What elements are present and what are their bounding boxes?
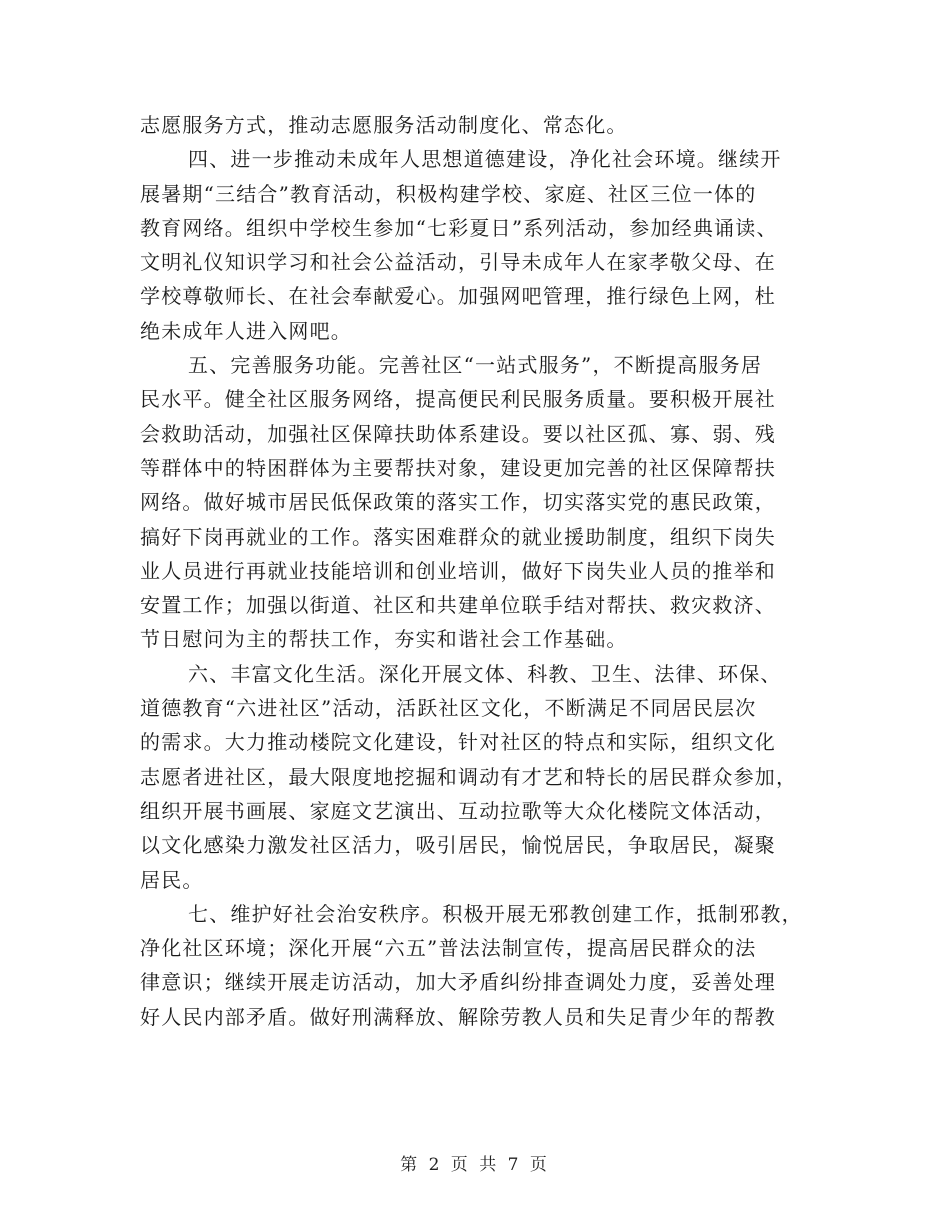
paragraph-first-line: 六、丰富文化生活。深化开展文体、科教、卫生、法律、环保、 xyxy=(188,661,782,686)
paragraph-first-line: 四、进一步推动未成年人思想道德建设，净化社会环境。继续开 xyxy=(188,147,782,172)
paragraph-first-line: 五、完善服务功能。完善社区“一站式服务”，不断提高服务居 xyxy=(188,353,763,378)
text-line: 展暑期“三结合”教育活动，积极构建学校、家庭、社区三位一体的 xyxy=(140,181,757,206)
text-line: 好人民内部矛盾。做好刑满释放、解除劳教人员和失足青少年的帮教 xyxy=(140,1004,776,1029)
text-line: 等群体中的特困群体为主要帮扶对象，建设更加完善的社区保障帮扶 xyxy=(140,455,776,480)
text-line: 网络。做好城市居民低保政策的落实工作，切实落实党的惠民政策， xyxy=(140,490,776,515)
text-line: 道德教育“六进社区”活动，活跃社区文化，不断满足不同居民层次 xyxy=(140,696,757,721)
text-line: 净化社区环境；深化开展“六五”普法法制宣传，提高居民群众的法 xyxy=(140,936,757,961)
text-line: 业人员进行再就业技能培训和创业培训，做好下岗失业人员的推举和 xyxy=(140,558,776,583)
paragraph-first-line: 七、维护好社会治安秩序。积极开展无邪教创建工作，抵制邪教， xyxy=(188,901,803,926)
text-line: 的需求。大力推动楼院文化建设，针对社区的特点和实际，组织文化 xyxy=(140,730,776,755)
text-line: 文明礼仪知识学习和社会公益活动，引导未成年人在家孝敬父母、在 xyxy=(140,250,776,275)
text-line: 律意识；继续开展走访活动，加大矛盾纠纷排查调处力度，妥善处理 xyxy=(140,970,776,995)
text-line: 志愿者进社区，最大限度地挖掘和调动有才艺和特长的居民群众参加， xyxy=(140,764,798,789)
text-line: 教育网络。组织中学校生参加“七彩夏日”系列活动，参加经典诵读、 xyxy=(140,215,778,240)
document-body xyxy=(140,108,804,1034)
page-number-footer: 第 2 页 共 7 页 xyxy=(400,1155,550,1175)
text-line: 搞好下岗再就业的工作。落实困难群众的就业援助制度，组织下岗失 xyxy=(140,524,776,549)
text-line: 绝未成年人进入网吧。 xyxy=(140,318,352,343)
text-line: 民水平。健全社区服务网络，提高便民利民服务质量。要积极开展社 xyxy=(140,387,776,412)
text-line: 以文化感染力激发社区活力，吸引居民，愉悦居民，争取居民，凝聚 xyxy=(140,833,776,858)
text-line: 组织开展书画展、家庭文艺演出、互动拉歌等大众化楼院文体活动， xyxy=(140,798,776,823)
text-line: 会救助活动，加强社区保障扶助体系建设。要以社区孤、寡、弱、残 xyxy=(140,421,776,446)
text-line: 居民。 xyxy=(140,867,204,892)
text-line: 安置工作；加强以街道、社区和共建单位联手结对帮扶、救灾救济、 xyxy=(140,593,776,618)
text-line: 学校尊敬师长、在社会奉献爱心。加强网吧管理，推行绿色上网，杜 xyxy=(140,284,776,309)
text-line: 志愿服务方式，推动志愿服务活动制度化、常态化。 xyxy=(140,113,628,137)
text-line: 节日慰问为主的帮扶工作，夯实和谐社会工作基础。 xyxy=(140,627,628,652)
